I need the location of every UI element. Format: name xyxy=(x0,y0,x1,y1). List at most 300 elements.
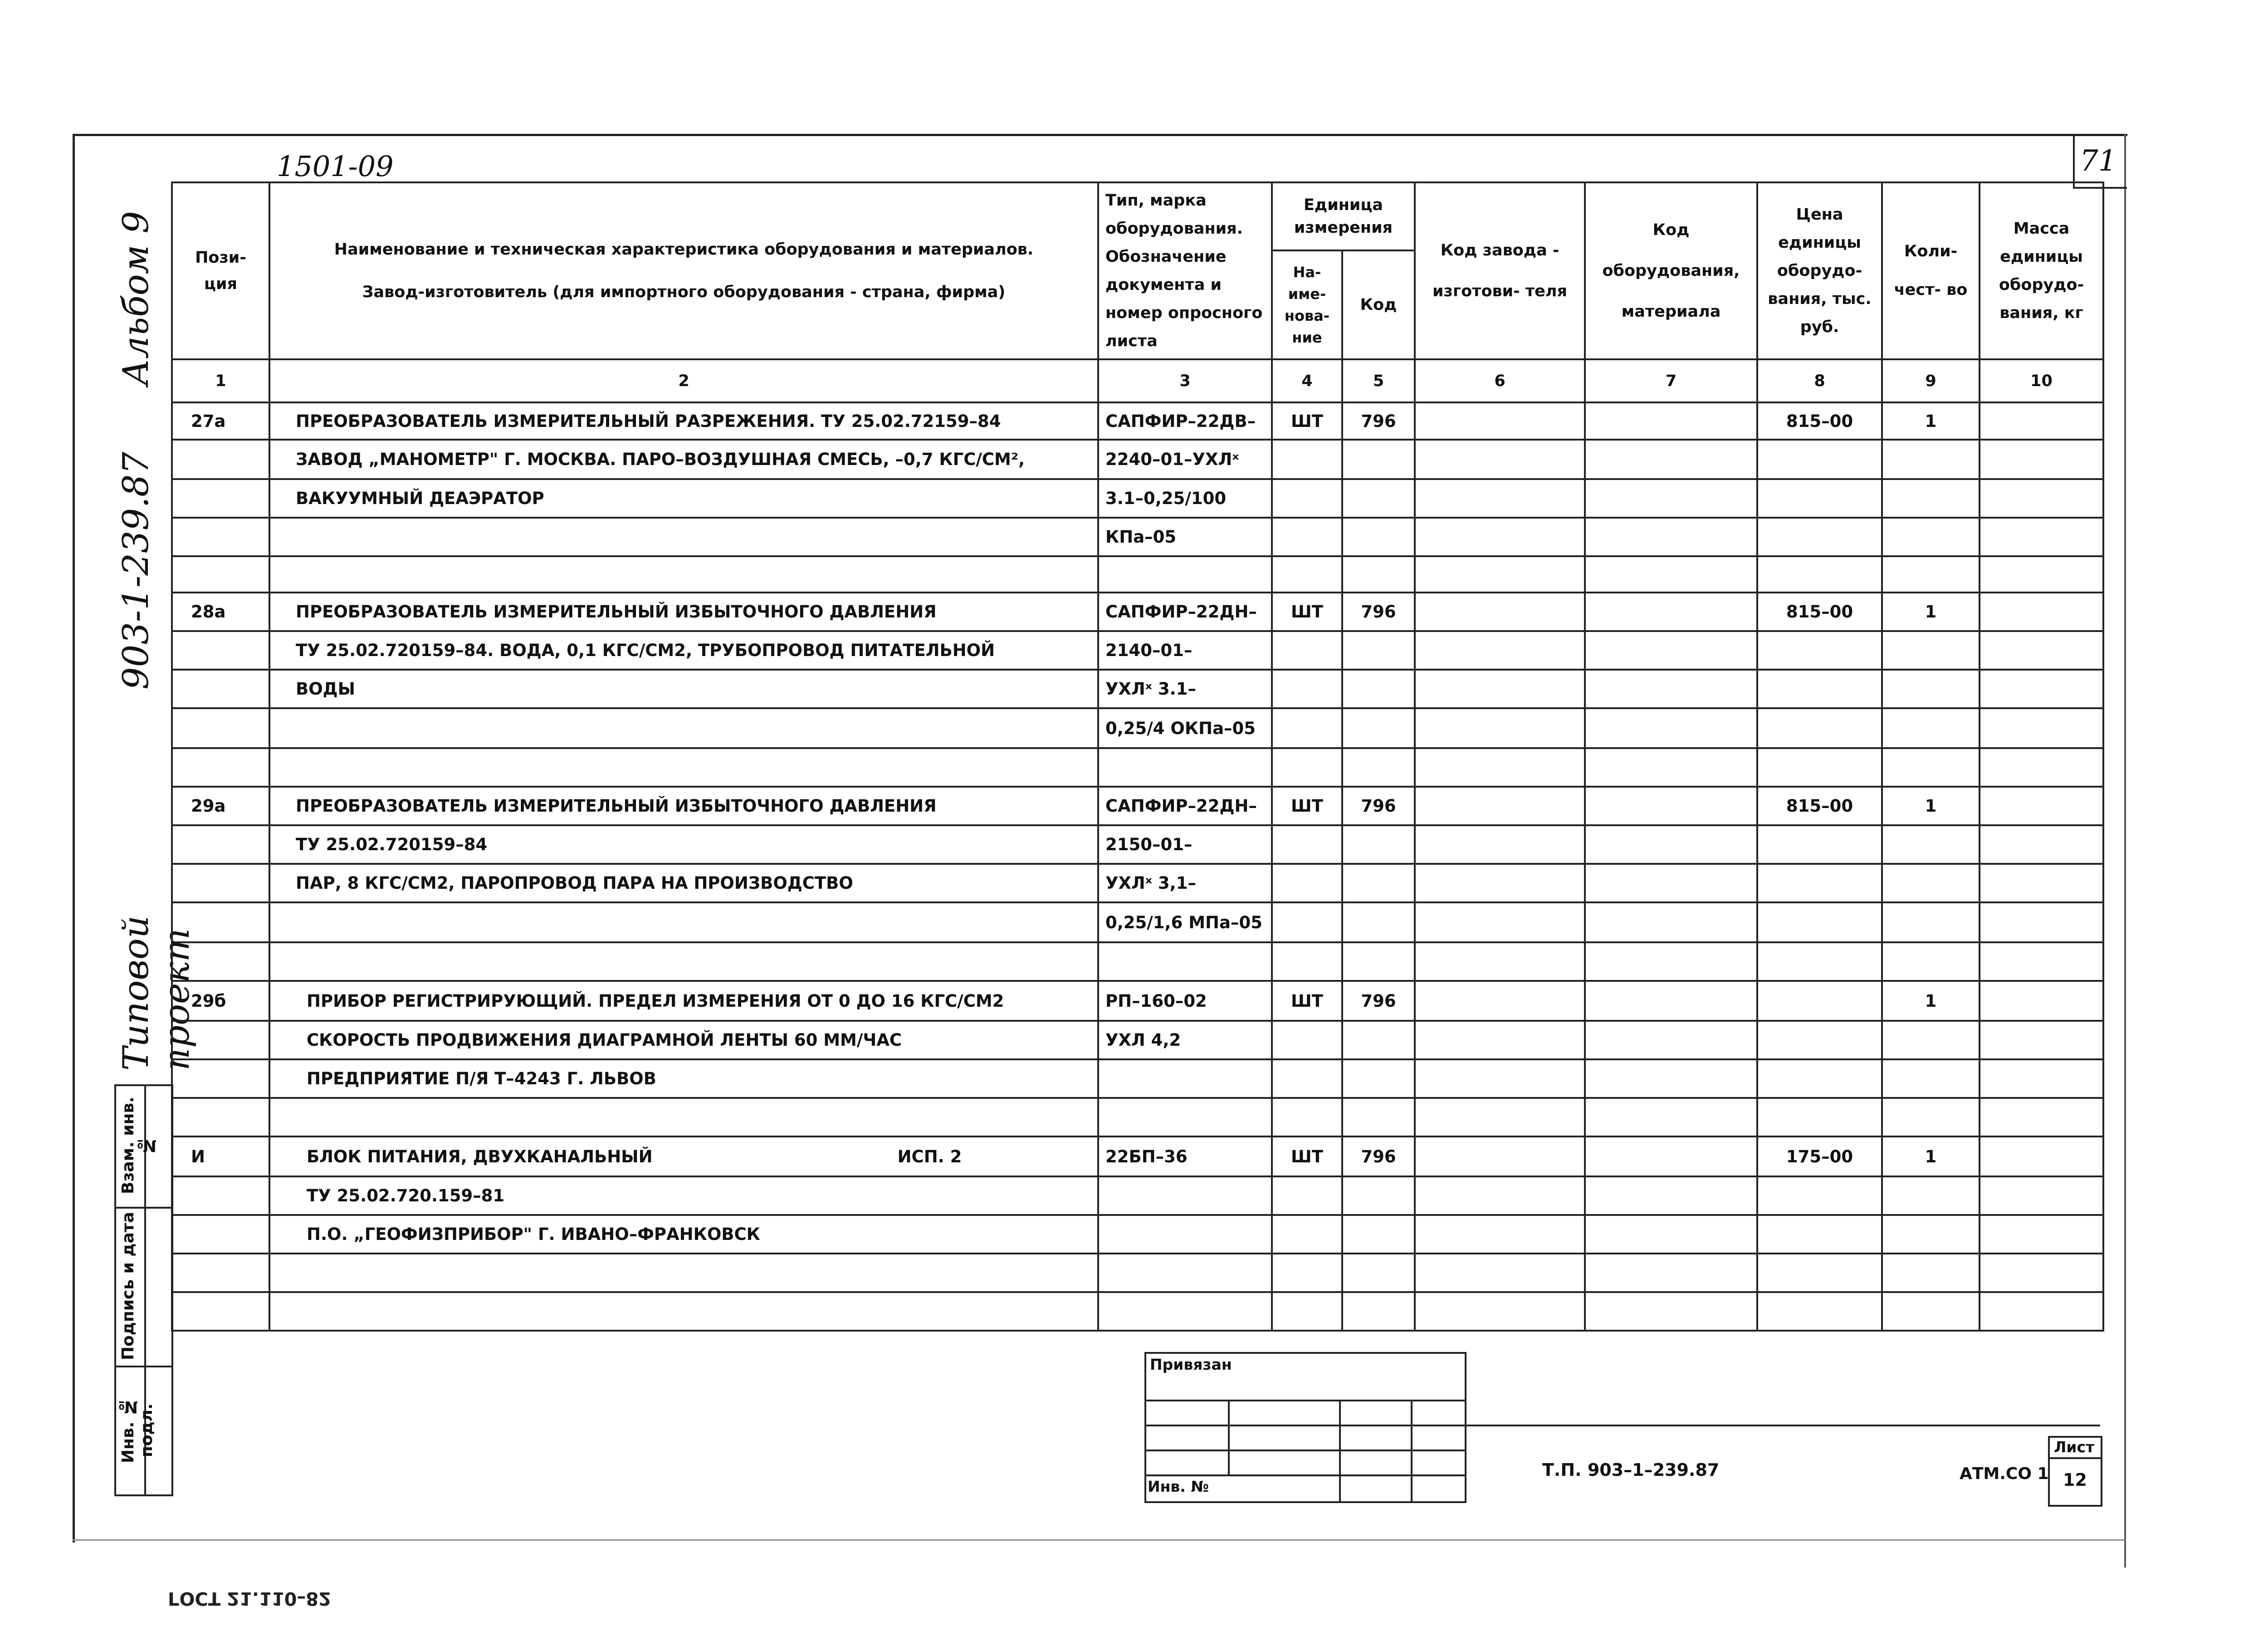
cell-name: ПРЕДПРИЯТИЕ П/Я Т–4243 Г. ЛЬВОВ xyxy=(269,1059,1098,1098)
cell-mass xyxy=(1980,902,2103,942)
header-qty: Коли- чест- во xyxy=(1882,182,1980,359)
cell-unit xyxy=(1272,1215,1342,1254)
table-row xyxy=(172,1254,2103,1292)
sheet-divider xyxy=(2048,1457,2101,1459)
cell-pos xyxy=(172,748,269,787)
cell-unit: ШТ xyxy=(1272,593,1342,631)
cell-equip xyxy=(1585,1059,1757,1098)
cell-qty xyxy=(1882,942,1980,981)
cell-equip xyxy=(1585,864,1757,902)
cell-mass xyxy=(1980,1098,2103,1136)
cell-name xyxy=(269,518,1098,556)
cell-price xyxy=(1757,1021,1882,1059)
col-number-10: 10 xyxy=(1980,359,2103,402)
cell-code xyxy=(1342,942,1415,981)
bound-col-2 xyxy=(1339,1400,1341,1501)
cell-price xyxy=(1757,440,1882,479)
cell-pos xyxy=(172,864,269,902)
cell-plant xyxy=(1415,518,1585,556)
cell-plant xyxy=(1415,1059,1585,1098)
cell-price xyxy=(1757,479,1882,518)
cell-pos xyxy=(172,1021,269,1059)
cell-type: САПФИР–22ДН– xyxy=(1098,593,1272,631)
table-row xyxy=(172,1098,2103,1136)
cell-type: 2140–01– xyxy=(1098,631,1272,670)
cell-pos xyxy=(172,1292,269,1331)
cell-unit xyxy=(1272,1254,1342,1292)
cell-equip xyxy=(1585,402,1757,440)
cell-mass xyxy=(1980,825,2103,864)
cell-qty xyxy=(1882,440,1980,479)
cell-name xyxy=(269,1098,1098,1136)
cell-equip xyxy=(1585,670,1757,708)
side-project-kind: Типовой проект xyxy=(116,915,197,1071)
cell-code: 796 xyxy=(1342,593,1415,631)
cell-mass xyxy=(1980,1215,2103,1254)
cell-equip xyxy=(1585,440,1757,479)
sheet-label: Лист xyxy=(2054,1438,2095,1456)
cell-equip xyxy=(1585,1176,1757,1215)
cell-price xyxy=(1757,1098,1882,1136)
cell-pos xyxy=(172,479,269,518)
cell-type xyxy=(1098,1059,1272,1098)
cell-plant xyxy=(1415,1176,1585,1215)
cell-name: ПРЕОБРАЗОВАТЕЛЬ ИЗМЕРИТЕЛЬНЫЙ РАЗРЕЖЕНИЯ. ТУ 25.02.72159–84 xyxy=(269,402,1098,440)
table-row xyxy=(172,1215,2103,1254)
cell-type: 2150–01– xyxy=(1098,825,1272,864)
cell-price: 815–00 xyxy=(1757,593,1882,631)
cell-plant xyxy=(1415,1254,1585,1292)
cell-name xyxy=(269,1136,1098,1176)
cell-equip xyxy=(1585,1021,1757,1059)
cell-price xyxy=(1757,902,1882,942)
cell-mass xyxy=(1980,631,2103,670)
inv-label: Инв. № xyxy=(1148,1478,1209,1495)
header-numbers-row xyxy=(172,359,2103,402)
cell-unit xyxy=(1272,864,1342,902)
cell-plant xyxy=(1415,631,1585,670)
header-position: Пози- ция xyxy=(172,182,269,359)
cell-pos: 27а xyxy=(172,402,269,440)
cell-unit xyxy=(1272,1176,1342,1215)
doc-code-text: Т.П. 903–1–239.87 xyxy=(1542,1460,1720,1480)
side-album: Альбом 9 xyxy=(116,211,156,386)
page-frame-right xyxy=(2124,134,2126,1567)
title-block-top xyxy=(1463,1425,2100,1426)
cell-price xyxy=(1757,981,1882,1021)
cell-plant xyxy=(1415,981,1585,1021)
cell-type xyxy=(1098,1254,1272,1292)
cell-equip xyxy=(1585,981,1757,1021)
cell-unit: ШТ xyxy=(1272,787,1342,825)
cell-name: ТУ 25.02.720159–84 xyxy=(269,825,1098,864)
cell-qty xyxy=(1882,902,1980,942)
cell-mass xyxy=(1980,1136,2103,1176)
cell-plant xyxy=(1415,1215,1585,1254)
cell-name: ВАКУУМНЫЙ ДЕАЭРАТОР xyxy=(269,479,1098,518)
cell-price xyxy=(1757,1215,1882,1254)
cell-mass xyxy=(1980,708,2103,748)
header-type: Тип, марка оборудования. Обозначение документа и номер опросного листа xyxy=(1098,182,1272,359)
cell-mass xyxy=(1980,440,2103,479)
cell-code xyxy=(1342,518,1415,556)
cell-mass xyxy=(1980,556,2103,593)
cell-unit xyxy=(1272,670,1342,708)
cell-price: 175–00 xyxy=(1757,1136,1882,1176)
cell-plant xyxy=(1415,670,1585,708)
cell-type xyxy=(1098,1176,1272,1215)
cell-unit: ШТ xyxy=(1272,981,1342,1021)
cell-pos xyxy=(172,708,269,748)
cell-plant xyxy=(1415,825,1585,864)
cell-pos xyxy=(172,440,269,479)
cell-price xyxy=(1757,1254,1882,1292)
bound-label: Привязан xyxy=(1150,1356,1232,1373)
cell-price xyxy=(1757,670,1882,708)
cell-code: 796 xyxy=(1342,787,1415,825)
cell-mass xyxy=(1980,593,2103,631)
cell-price: 815–00 xyxy=(1757,787,1882,825)
cell-pos xyxy=(172,942,269,981)
cell-equip xyxy=(1585,825,1757,864)
header-price: Цена единицы оборудо- вания, тыс. руб. xyxy=(1757,182,1882,359)
cell-qty xyxy=(1882,825,1980,864)
cell-code xyxy=(1342,556,1415,593)
cell-mass xyxy=(1980,942,2103,981)
cell-name: П.О. „ГЕОФИЗПРИБОР" Г. ИВАНО–ФРАНКОВСК xyxy=(269,1215,1098,1254)
bound-row-1 xyxy=(1144,1400,1465,1401)
cell-pos: 28а xyxy=(172,593,269,631)
footer-mirrored-text: ГОСТ 21.110–82 xyxy=(168,1588,332,1609)
header-plant-code: Код завода - изготови- теля xyxy=(1415,182,1585,359)
cell-code: 796 xyxy=(1342,1136,1415,1176)
cell-name: ПАР, 8 КГС/СМ2, ПАРОПРОВОД ПАРА НА ПРОИЗВОДСТВО xyxy=(269,864,1098,902)
cell-pos xyxy=(172,1059,269,1098)
cell-equip xyxy=(1585,593,1757,631)
cell-equip xyxy=(1585,708,1757,748)
col-number-1: 1 xyxy=(172,359,269,402)
cell-qty: 1 xyxy=(1882,981,1980,1021)
cell-type: РП–160–02 xyxy=(1098,981,1272,1021)
cell-unit xyxy=(1272,1292,1342,1331)
page-frame-bottom xyxy=(73,1539,2125,1541)
cell-unit xyxy=(1272,556,1342,593)
cell-plant xyxy=(1415,902,1585,942)
cell-unit xyxy=(1272,708,1342,748)
col-number-9: 9 xyxy=(1882,359,1980,402)
cell-mass xyxy=(1980,1021,2103,1059)
cell-qty xyxy=(1882,479,1980,518)
header-mass: Масса единицы оборудо- вания, кг xyxy=(1980,182,2103,359)
cell-unit: ШТ xyxy=(1272,1136,1342,1176)
cell-equip xyxy=(1585,748,1757,787)
table-row xyxy=(172,708,2103,748)
cell-pos xyxy=(172,902,269,942)
bound-row-3 xyxy=(1144,1450,1465,1451)
cell-qty xyxy=(1882,1254,1980,1292)
header-name: Наименование и техническая характеристика оборудования и материалов. Завод-изготовитель (для импортного оборудования - страна, фирма) xyxy=(269,182,1098,359)
cell-qty xyxy=(1882,556,1980,593)
cell-equip xyxy=(1585,556,1757,593)
cell-plant xyxy=(1415,708,1585,748)
table-row xyxy=(172,1176,2103,1215)
cell-mass xyxy=(1980,1176,2103,1215)
side-project-code: 903-1-239.87 xyxy=(116,451,156,690)
row-name-text: БЛОК ПИТАНИЯ, ДВУХКАНАЛЬНЫЙ xyxy=(307,1146,653,1166)
cell-pos xyxy=(172,670,269,708)
cell-plant xyxy=(1415,787,1585,825)
cell-pos: 29б xyxy=(172,981,269,1021)
cell-plant xyxy=(1415,1021,1585,1059)
cell-name: ВОДЫ xyxy=(269,670,1098,708)
cell-mass xyxy=(1980,670,2103,708)
cell-code: 796 xyxy=(1342,981,1415,1021)
cell-mass xyxy=(1980,1059,2103,1098)
cell-type xyxy=(1098,748,1272,787)
table-row xyxy=(172,440,2103,479)
cell-price xyxy=(1757,556,1882,593)
cell-plant xyxy=(1415,556,1585,593)
cell-qty xyxy=(1882,708,1980,748)
cell-pos: И xyxy=(172,1136,269,1176)
cell-price xyxy=(1757,748,1882,787)
specification-body xyxy=(172,402,2103,1331)
col-number-6: 6 xyxy=(1415,359,1585,402)
table-row xyxy=(172,1136,2103,1176)
cell-type xyxy=(1098,1292,1272,1331)
cell-mass xyxy=(1980,1254,2103,1292)
cell-qty xyxy=(1882,631,1980,670)
cell-price xyxy=(1757,825,1882,864)
cell-name xyxy=(269,748,1098,787)
table-row xyxy=(172,942,2103,981)
cell-type: КПа–05 xyxy=(1098,518,1272,556)
cell-unit xyxy=(1272,825,1342,864)
table-row xyxy=(172,1292,2103,1331)
side-stamp-sign: Подпись и дата xyxy=(119,1212,137,1361)
cell-name: ТУ 25.02.720159–84. ВОДА, 0,1 КГС/СМ2, ТРУБОПРОВОД ПИТАТЕЛЬНОЙ xyxy=(269,631,1098,670)
cell-pos xyxy=(172,556,269,593)
cell-code xyxy=(1342,864,1415,902)
cell-equip xyxy=(1585,902,1757,942)
cell-plant xyxy=(1415,1292,1585,1331)
bound-row-2 xyxy=(1144,1425,1465,1426)
cell-code xyxy=(1342,1098,1415,1136)
cell-plant xyxy=(1415,1098,1585,1136)
cell-mass xyxy=(1980,748,2103,787)
cell-unit: ШТ xyxy=(1272,402,1342,440)
table-row xyxy=(172,902,2103,942)
cell-code xyxy=(1342,1021,1415,1059)
cell-plant xyxy=(1415,479,1585,518)
corner-code: 1501-09 xyxy=(277,150,394,183)
cell-qty xyxy=(1882,1059,1980,1098)
cell-unit xyxy=(1272,1098,1342,1136)
cell-pos xyxy=(172,1254,269,1292)
cell-qty: 1 xyxy=(1882,1136,1980,1176)
cell-qty xyxy=(1882,1021,1980,1059)
cell-code xyxy=(1342,1059,1415,1098)
cell-type xyxy=(1098,556,1272,593)
cell-price xyxy=(1757,518,1882,556)
cell-plant xyxy=(1415,440,1585,479)
cell-equip xyxy=(1585,1098,1757,1136)
cell-equip xyxy=(1585,1136,1757,1176)
cell-qty xyxy=(1882,1098,1980,1136)
cell-code xyxy=(1342,1254,1415,1292)
cell-code xyxy=(1342,1215,1415,1254)
cell-pos xyxy=(172,1215,269,1254)
cell-name: СКОРОСТЬ ПРОДВИЖЕНИЯ ДИАГРАМНОЙ ЛЕНТЫ 60 ММ/ЧАС xyxy=(269,1021,1098,1059)
table-row xyxy=(172,981,2103,1021)
cell-unit xyxy=(1272,1059,1342,1098)
specification-table xyxy=(171,181,2104,1332)
table-row xyxy=(172,479,2103,518)
cell-qty xyxy=(1882,670,1980,708)
cell-plant xyxy=(1415,864,1585,902)
cell-qty: 1 xyxy=(1882,593,1980,631)
cell-equip xyxy=(1585,942,1757,981)
cell-unit xyxy=(1272,942,1342,981)
col-number-7: 7 xyxy=(1585,359,1757,402)
cell-code xyxy=(1342,1292,1415,1331)
cell-type: 2240–01–УХЛˣ xyxy=(1098,440,1272,479)
doc-code xyxy=(1542,1460,1719,1480)
table-row xyxy=(172,631,2103,670)
cell-qty: 1 xyxy=(1882,787,1980,825)
bound-col-3 xyxy=(1411,1400,1413,1501)
cell-qty xyxy=(1882,1215,1980,1254)
cell-equip xyxy=(1585,631,1757,670)
table-row xyxy=(172,556,2103,593)
cell-pos: 29а xyxy=(172,787,269,825)
header-unit-code: Код xyxy=(1342,250,1415,359)
cell-unit xyxy=(1272,518,1342,556)
cell-price xyxy=(1757,631,1882,670)
cell-type: САПФИР–22ДН– xyxy=(1098,787,1272,825)
cell-type xyxy=(1098,1098,1272,1136)
cell-qty xyxy=(1882,748,1980,787)
cell-equip xyxy=(1585,518,1757,556)
header-unit-group: Единица измерения xyxy=(1272,182,1415,250)
cell-type: САПФИР–22ДВ– xyxy=(1098,402,1272,440)
cell-name: ЗАВОД „МАНОМЕТР" Г. МОСКВА. ПАРО–ВОЗДУШНАЯ СМЕСЬ, –0,7 КГС/СМ², xyxy=(269,440,1098,479)
cell-mass xyxy=(1980,1292,2103,1331)
cell-code xyxy=(1342,479,1415,518)
cell-price xyxy=(1757,708,1882,748)
cell-mass xyxy=(1980,787,2103,825)
cell-pos xyxy=(172,631,269,670)
cell-price xyxy=(1757,942,1882,981)
cell-type xyxy=(1098,1215,1272,1254)
cell-mass xyxy=(1980,402,2103,440)
cell-unit xyxy=(1272,902,1342,942)
cell-mass xyxy=(1980,864,2103,902)
cell-name xyxy=(269,1254,1098,1292)
cell-type: УХЛ 4,2 xyxy=(1098,1021,1272,1059)
cell-unit xyxy=(1272,748,1342,787)
cell-code xyxy=(1342,670,1415,708)
col-number-3: 3 xyxy=(1098,359,1272,402)
cell-mass xyxy=(1980,518,2103,556)
cell-name xyxy=(269,556,1098,593)
cell-type: 3.1–0,25/100 xyxy=(1098,479,1272,518)
cell-code xyxy=(1342,708,1415,748)
cell-type: 22БП–36 xyxy=(1098,1136,1272,1176)
side-stamp-row1 xyxy=(114,1207,171,1209)
cell-type xyxy=(1098,942,1272,981)
cell-unit xyxy=(1272,1021,1342,1059)
cell-equip xyxy=(1585,479,1757,518)
cell-name: ПРЕОБРАЗОВАТЕЛЬ ИЗМЕРИТЕЛЬНЫЙ ИЗБЫТОЧНОГО ДАВЛЕНИЯ xyxy=(269,787,1098,825)
cell-type: УХЛˣ 3.1– xyxy=(1098,670,1272,708)
col-number-4: 4 xyxy=(1272,359,1342,402)
cell-code xyxy=(1342,1176,1415,1215)
cell-equip xyxy=(1585,1292,1757,1331)
table-row xyxy=(172,518,2103,556)
cell-pos xyxy=(172,1098,269,1136)
cell-mass xyxy=(1980,479,2103,518)
cell-equip xyxy=(1585,787,1757,825)
bound-row-4 xyxy=(1144,1474,1465,1476)
cell-code xyxy=(1342,748,1415,787)
sheet-number: 12 xyxy=(2063,1470,2087,1490)
table-row xyxy=(172,1059,2103,1098)
side-stamp-row2 xyxy=(114,1366,171,1367)
cell-pos xyxy=(172,1176,269,1215)
cell-price: 815–00 xyxy=(1757,402,1882,440)
cell-equip xyxy=(1585,1254,1757,1292)
cell-name: ПРИБОР РЕГИСТРИРУЮЩИЙ. ПРЕДЕЛ ИЗМЕРЕНИЯ ОТ 0 ДО 16 КГС/СМ2 xyxy=(269,981,1098,1021)
side-stamp-orig: Инв. № подл. xyxy=(119,1397,156,1463)
cell-pos xyxy=(172,518,269,556)
col-number-2: 2 xyxy=(269,359,1098,402)
cell-unit xyxy=(1272,440,1342,479)
cell-plant xyxy=(1415,402,1585,440)
cell-qty xyxy=(1882,518,1980,556)
cell-plant xyxy=(1415,593,1585,631)
cell-name xyxy=(269,942,1098,981)
table-row xyxy=(172,864,2103,902)
cell-name: ПРЕОБРАЗОВАТЕЛЬ ИЗМЕРИТЕЛЬНЫЙ ИЗБЫТОЧНОГО ДАВЛЕНИЯ xyxy=(269,593,1098,631)
col-number-5: 5 xyxy=(1342,359,1415,402)
table-row xyxy=(172,402,2103,440)
cell-name: ТУ 25.02.720.159–81 xyxy=(269,1176,1098,1215)
cell-type: УХЛˣ 3,1– xyxy=(1098,864,1272,902)
header-equip-code: Код оборудования, материала xyxy=(1585,182,1757,359)
table-row xyxy=(172,1021,2103,1059)
cell-qty: 1 xyxy=(1882,402,1980,440)
cell-name xyxy=(269,1292,1098,1331)
cell-plant xyxy=(1415,1136,1585,1176)
cell-code: 796 xyxy=(1342,402,1415,440)
cell-price xyxy=(1757,1059,1882,1098)
cell-qty xyxy=(1882,864,1980,902)
table-row xyxy=(172,748,2103,787)
row-name-extra: ИСП. 2 xyxy=(897,1146,962,1166)
table-row xyxy=(172,787,2103,825)
cell-code xyxy=(1342,902,1415,942)
cell-plant xyxy=(1415,942,1585,981)
header-unit-name: На- име- нова- ние xyxy=(1272,250,1342,359)
side-stamp-replace: Взам. инв. № xyxy=(119,1097,156,1195)
cell-unit xyxy=(1272,479,1342,518)
col-number-8: 8 xyxy=(1757,359,1882,402)
cell-unit xyxy=(1272,631,1342,670)
cell-price xyxy=(1757,1176,1882,1215)
cell-mass xyxy=(1980,981,2103,1021)
cell-plant xyxy=(1415,748,1585,787)
